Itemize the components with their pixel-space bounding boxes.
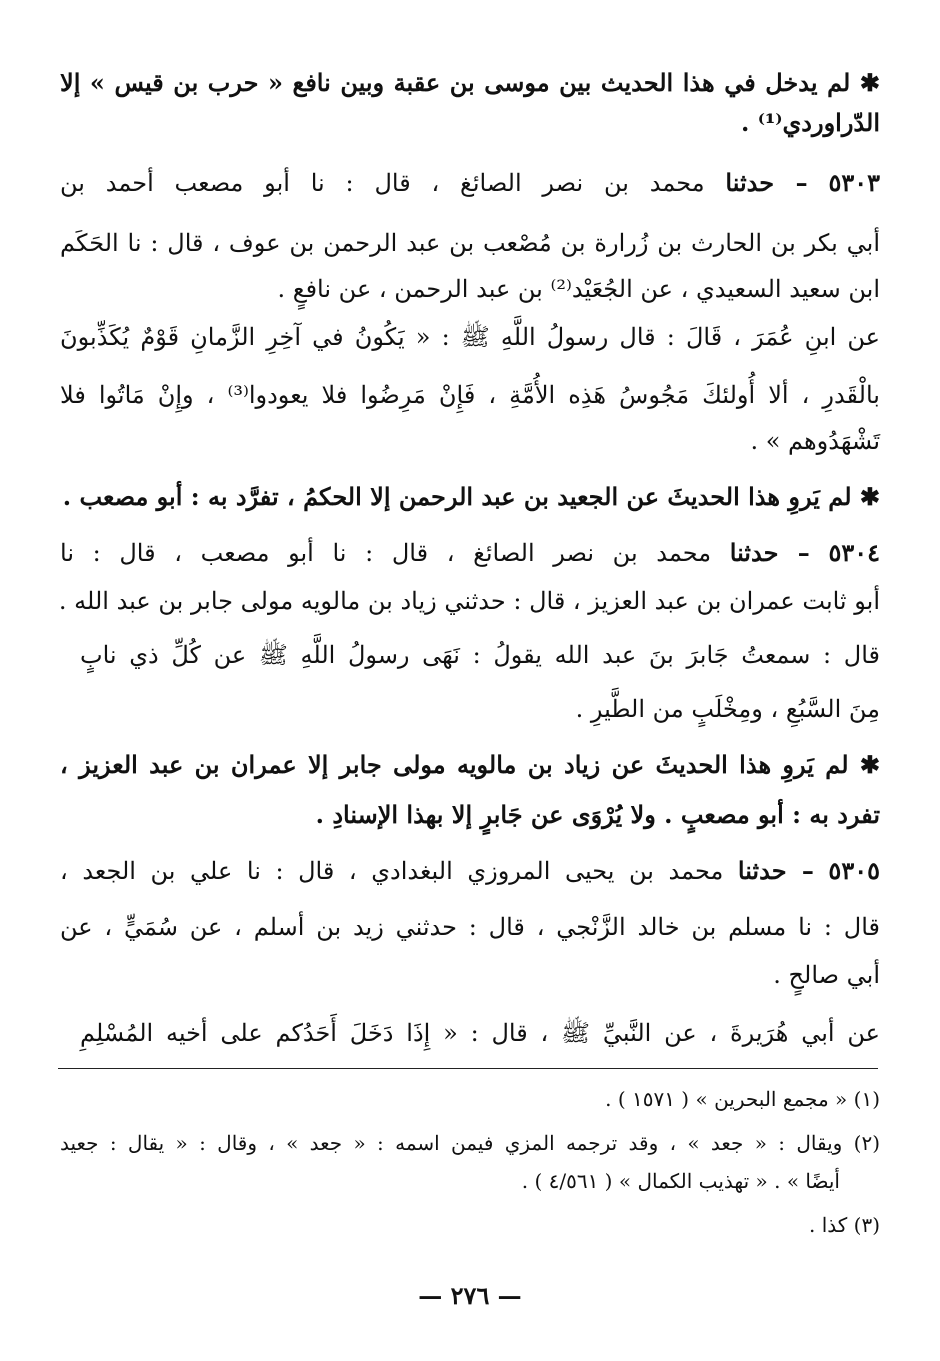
hadith-line: بالْقَدرِ ، ألا أُولئكَ مَجُوسُ هَذِه الأُمَّةِ ، فَإِنْ مَرِضُوا فلا يعودوا⁽³⁾ ، وإِنْ مَاتُوا فلا [60, 381, 880, 409]
footnote-line: أيضًا » . « تهذيب الكمال » ( ٤/٥٦١ ) . [521, 1169, 840, 1193]
footnote-line: (٣) كذا . [808, 1213, 880, 1237]
note-line: الدّراوردي⁽¹⁾ . [740, 108, 880, 137]
hadith-line: أبو ثابت عمران بن عبد العزيز ، قال : حدثني زياد بن مالويه مولى جابر بن عبد الله . [58, 587, 880, 615]
hadith-line: قال : سمعتُ جَابرَ بنَ عبد الله يقولُ : نَهَى رسولُ اللَّهِ ﷺ عن كُلِّ ذي نابٍ [80, 641, 880, 669]
footnote-line: (٢) ويقال : « جعد » ، وقد ترجمه المزي فيمن اسمه : « جعد » ، وقال : « يقال : جعيد [60, 1131, 880, 1155]
hadith-text: محمد بن نصر الصائغ ، قال : نا أبو مصعب ، قال : نا [60, 539, 712, 567]
hadith-line: تَشْهَدُوهم » . [750, 427, 880, 455]
hadith-header-line [60, 856, 880, 886]
page-number: — ٢٧٦ — [418, 1281, 522, 1310]
note-line: تفرد به : أبو مصعبٍ . ولا يُرْوَى عن جَابرٍ إلا بهذا الإسنادِ . [315, 800, 880, 829]
hadith-line: عن ابنِ عُمَرَ ، قَالَ : قال رسولُ اللَّهِ ﷺ : « يَكُونُ في آخِرِ الزَّمانِ قَوْمٌ يُكَذِّبونَ [60, 323, 880, 351]
hadith-text: محمد بن يحيى المروزي البغدادي ، قال : نا علي بن الجعد ، [60, 857, 724, 885]
hadith-number: ٥٣٠٣ [828, 168, 880, 197]
note-line: ✱ لم يَروِ هذا الحديثَ عن الجعيد بن عبد الرحمن إلا الحكمُ ، تفرَّد به : أبو مصعب . [62, 482, 880, 511]
note-line: ✱ لم يدخل في هذا الحديث بين موسى بن عقبة وبين نافع « حرب بن قيس » إلا [60, 68, 881, 97]
hadith-line: أبي بكر بن الحارث بن زُرارة بن مُصْعب بن عبد الرحمن بن عوف ، قال : نا الحَكَم [60, 229, 880, 257]
hadith-line: أبي صالحٍ . [773, 961, 880, 989]
hadith-lead: – حدثنا [725, 168, 808, 197]
hadith-line: قال : نا مسلم بن خالد الزَّنْجي ، قال : حدثني زيد بن أسلم ، عن سُمَيٍّ ، عن [60, 913, 881, 941]
footnote-line: (١) « مجمع البحرين » ( ١٥٧١ ) . [605, 1087, 880, 1111]
hadith-header-line [60, 168, 880, 198]
hadith-line: مِنَ السَّبُعِ ، ومِخْلَبٍ من الطَّيرِ . [575, 695, 880, 723]
hadith-line: عن أبي هُرَيرةَ ، عن النَّبيِّ ﷺ ، قال : « إِذَا دَخَلَ أَحَدُكم على أخيه المُسْلِمِ [80, 1019, 880, 1047]
note-line: ✱ لم يَروِ هذا الحديثَ عن زياد بن مالويه مولى جابر إلا عمران بن عبد العزيز ، [60, 750, 880, 779]
hadith-lead: – حدثنا [729, 538, 810, 567]
hadith-line: ابن سعيد السعيدي ، عن الجُعَيْد⁽²⁾ بن عبد الرحمن ، عن نافعٍ . [277, 275, 880, 303]
hadith-header-line [60, 538, 880, 568]
hadith-text: محمد بن نصر الصائغ ، قال : نا أبو مصعب أحمد بن [60, 169, 705, 197]
footnote-separator [58, 1068, 878, 1069]
hadith-number: ٥٣٠٥ [828, 856, 880, 885]
hadith-number: ٥٣٠٤ [828, 538, 881, 567]
hadith-lead: – حدثنا [737, 856, 814, 885]
